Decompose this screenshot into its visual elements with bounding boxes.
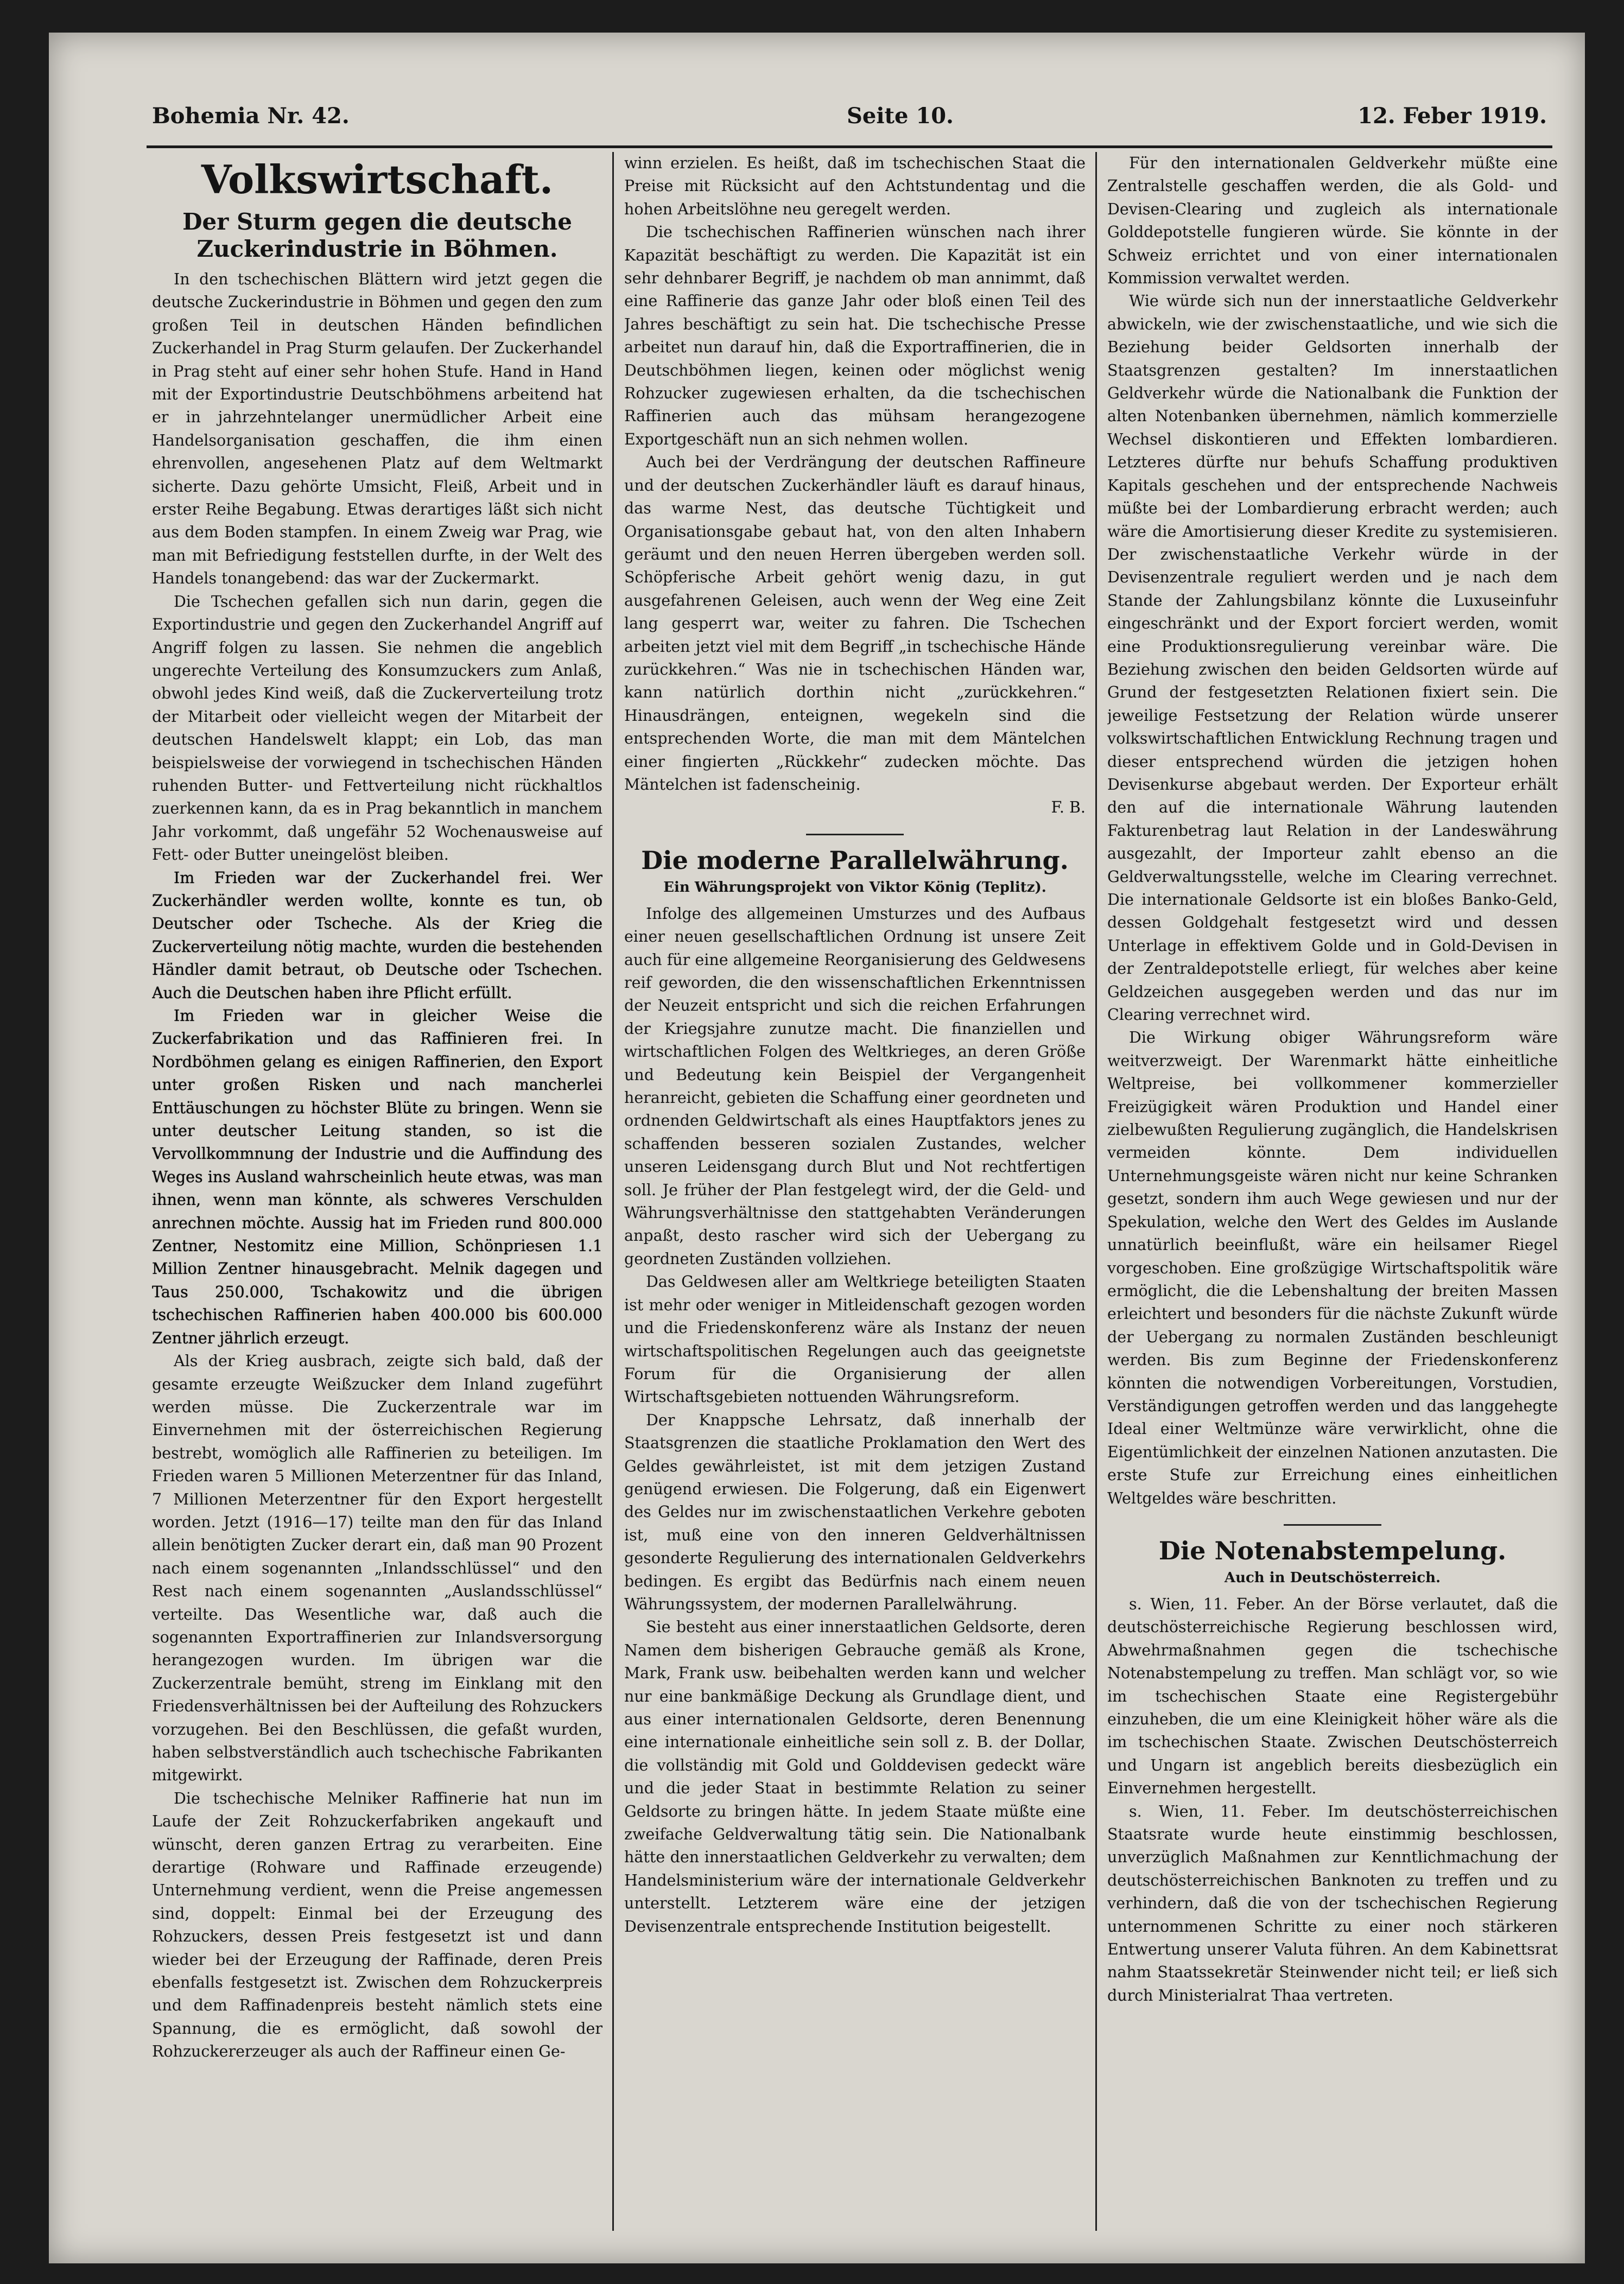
column-1 [152, 152, 602, 2231]
header-page-number: Seite 10. [847, 103, 954, 129]
paragraph: s. Wien, 11. Feber. An der Börse verlautet, daß die deutschösterreichische Regierung beschlossen wird, Abwehrmaßnahmen gegen die tschechische Notenabstempelung zu treffen. Man schlägt vor, so wie im tschechischen Staate eine Registergebühr einzuheben, die um eine Kleinigkeit höher wäre als die im tschechischen Staate. Zwischen Deutschösterreich und Ungarn ist angeblich bereits diesbezüglich ein Einvernehmen hergestellt. [1107, 1595, 1558, 1798]
paragraph: Sie besteht aus einer innerstaatlichen Geldsorte, deren Namen dem bisherigen Gebrauche gemäß als Krone, Mark, Frank usw. beibehalten werden kann und welcher nur eine bankmäßige Deckung als Grundlage dient, und aus einer internationalen Geldsorte, deren Benennung eine internationale einheitliche sein soll z. B. der Dollar, die vollständig mit Gold und Golddevisen gedeckt wäre und die jeder Staat in bestimmte Relation zu seiner Geldsorte zu bringen hätte. In jedem Staate müßte eine zweifache Geldverwaltung tätig sein. Die Nationalbank hätte den innerstaatlichen Geldverkehr zu verwalten; dem Handelsministerium wäre der internationale Geldverkehr unterstellt. Letzterem wäre eine der jetzigen Devisenzentrale entsprechende Institution beigestellt. [624, 1618, 1086, 1936]
header-issue: Bohemia Nr. 42. [152, 103, 350, 129]
paragraph: Als der Krieg ausbrach, zeigte sich bald, daß der gesamte erzeugte Weißzucker dem Inland zugeführt werden müsse. Die Zuckerzentrale war im Einvernehmen mit der österreichischen Regierung bestrebt, womöglich alle Raffinerien zu beteiligen. Im Frieden waren 5 Millionen Meterzentner für das Inland, 7 Millionen Meterzentner für den Export hergestellt worden. Jetzt (1916—17) teilte man den für das Inland allein benötigten Zucker derart ein, daß man 90 Prozent nach einem sogenannten „Inlandsschlüssel“ und den Rest nach einem sogenannten „Auslandsschlüssel“ verteilte. Das Wesentliche war, daß auch die sogenannten Exportraffinerien zur Inlandsversorgung herangezogen wurden. Im übrigen war die Zuckerzentrale bemüht, streng im Einklang mit den Friedensverhältnissen bei der Aufteilung des Rohzuckers vorzugehen. Bei den Beschlüssen, die gefaßt wurden, haben selbstverständlich auch tschechische Fabrikanten mitgewirkt. [152, 1352, 602, 1785]
column-divider [1095, 152, 1097, 2231]
paragraph: Die tschechische Melniker Raffinerie hat nun im Laufe der Zeit Rohzuckerfabriken angekauft und wünscht, deren ganzen Ertrag zu verarbeiten. Eine derartige (Rohware und Raffinade erzeugende) Unternehmung verdient, wenn die Preise angemessen sind, doppelt: Einmal bei der Erzeugung des Rohzuckers, dessen Preis festgesetzt ist und dann wieder bei der Erzeugung der Raffinade, deren Preis ebenfalls festgesetzt ist. Zwischen dem Rohzuckerpreis und dem Raffinadenpreis besteht nämlich stets eine Spannung, die es ermöglicht, daß sowohl der Rohzuckererzeuger als auch der Raffineur einen Ge- [152, 1789, 602, 2061]
paragraph: Für den internationalen Geldverkehr müßte eine Zentralstelle geschaffen werden, die als Gold- und Devisen-Clearing und zugleich als internationale Golddepotstelle fungieren würde. Sie könnte in der Schweiz errichtet und von einer internationalen Kommission verwaltet werden. [1107, 154, 1558, 288]
paragraph: s. Wien, 11. Feber. Im deutschösterreichischen Staatsrate wurde heute einstimmig beschlossen, unverzüglich Maßnahmen zur Kenntlichmachung der deutschösterreichischen Banknoten zu treffen und zu verhindern, daß die von der tschechischen Regierung unternommenen Schritte zu einer noch stärkeren Entwertung unserer Valuta führen. An dem Kabinettsrat nahm Staatssekretär Steinwender nicht teil; er ließ sich durch Ministerialrat Thaa vertreten. [1107, 1802, 1558, 2004]
column-3 [1107, 152, 1558, 2231]
paragraph: Die Tschechen gefallen sich nun darin, gegen die Exportindustrie und gegen den Zuckerhandel Angriff auf Angriff folgen zu lassen. Sie nehmen die angeblich ungerechte Verteilung des Konsumzuckers zum Anlaß, obwohl jedes Kind weiß, daß die Zuckerverteilung trotz der Mitarbeit oder vielleicht wegen der Mitarbeit der deutschen Handelswelt klappt; ein Lob, das man beispielsweise der vorwiegend in tschechischen Händen ruhenden Butter- und Fettverteilung nicht rückhaltlos zuerkennen kann, da es in Prag bekanntlich in manchem Jahr vorkommt, daß ungefähr 52 Wochenausweise auf Fett- oder Butter uneingelöst bleiben. [152, 592, 602, 864]
article-subtitle: Auch in Deutschösterreich. [1224, 1569, 1441, 1586]
paragraph: Die tschechischen Raffinerien wünschen nach ihrer Kapazität beschäftigt zu werden. Die Kapazität ist ein sehr dehnbarer Begriff, je nachdem ob man annimmt, daß eine Raffinerie das ganze Jahr oder bloß einen Teil des Jahres beschäftigt zu sein hat. Die tschechische Presse arbeitet nun darauf hin, daß die Exportraffinerien, die in Deutschböhmen liegen, keinen oder möglichst wenig Rohzucker zugewiesen erhalten, da die tschechischen Raffinerien auch das mühsam herangezogene Exportgeschäft nun an sich nehmen wollen. [624, 223, 1086, 448]
article-title-zuckerindustrie: Der Sturm gegen die deutsche Zuckerindustrie in Böhmen. [182, 208, 572, 262]
author-signature: F. B. [1051, 798, 1086, 817]
header-rule [147, 145, 1552, 148]
paragraph: winn erzielen. Es heißt, daß im tschechischen Staat die Preise mit Rücksicht auf den Achtstundentag und die hohen Arbeitslöhne neu geregelt werden. [624, 154, 1086, 218]
paragraph: Die Wirkung obiger Währungsreform wäre weitverzweigt. Der Warenmarkt hätte einheitliche Weltpreise, bei vollkommener kommerzieller Freizügigkeit wären Produktion und Handel einer zielbewußten Regulierung zugänglich, die Handelskrisen vermeiden könnte. Dem individuellen Unternehmungsgeiste wären nicht nur keine Schranken gesetzt, sondern ihm auch Wege gewiesen und nur der Spekulation, welche den Wert des Geldes im Auslande unnatürlich beeinflußt, wäre ein heilsamer Riegel vorgeschoben. Eine großzügige Wirtschaftspolitik wäre ermöglicht, die die Lebenshaltung der breiten Massen erleichtert und besonders für die nächste Zukunft würde der Uebergang zu normalen Zuständen beschleunigt werden. Bis zum Beginne der Friedenskonferenz könnten die notwendigen Vorbereitungen, Vorstudien, Verständigungen getroffen werden und das langgehegte Ideal einer Weltmünze wäre verwirklicht, ohne die Eigentümlichkeit der einzelnen Nationen anzutasten. Die erste Stufe zur Erreichung eines einheitlichen Weltgeldes wäre beschritten. [1107, 1029, 1558, 1507]
newspaper-page [49, 33, 1585, 2263]
column-2 [624, 152, 1086, 2231]
paragraph: Das Geldwesen aller am Weltkriege beteiligten Staaten ist mehr oder weniger in Mitleidenschaft gezogen worden und die Friedenskonferenz wäre als Instanz der neuen wirtschaftspolitischen Regelungen auch das geeignetste Forum für die Organisierung der allen Wirtschaftsgebieten nottuenden Währungsreform. [624, 1273, 1086, 1406]
paragraph: Infolge des allgemeinen Umsturzes und des Aufbaus einer neuen gesellschaftlichen Ordnung ist unsere Zeit auch für eine allgemeine Reorganisierung des Geldwesens reif geworden, die den wissenschaftlichen Erkenntnissen der Neuzeit entspricht und sich die reichen Erfahrungen der Kriegsjahre zunutze macht. Die finanziellen und wirtschaftlichen Folgen des Weltkrieges, an deren Größe und Bedeutung kein Beispiel der Vergangenheit heranreicht, gebieten die Schaffung einer geordneten und ordnenden Geldwirtschaft als eines Hauptfaktors jenes zu schaffenden besseren sozialen Zustandes, welcher unseren Leidensgang durch Blut und Not rechtfertigen soll. Je früher der Plan festgelegt wird, der die Geld- und Währungsverhältnisse den stattgehabten Veränderungen anpaßt, desto rascher wird sich der Uebergang zu geordneten Zuständen vollziehen. [624, 904, 1086, 1268]
article-subtitle: Ein Währungsprojekt von Viktor König (Teplitz). [663, 879, 1046, 896]
article-separator [806, 834, 904, 835]
paragraph: In den tschechischen Blättern wird jetzt gegen die deutsche Zuckerindustrie in Böhmen und gegen den zum großen Teil in deutschen Händen befindlichen Zuckerhandel in Prag Sturm gelaufen. Der Zuckerhandel in Prag steht auf einer sehr hohen Stufe. Hand in Hand mit der Exportindustrie Deutschböhmens arbeitend hat er in jahrzehntelanger unermüdlicher Arbeit eine Handelsorganisation geschaffen, die ihm einen ehrenvollen, angesehenen Platz auf dem Weltmarkt sicherte. Dazu gehörte Umsicht, Fleiß, Arbeit und in erster Reihe Begabung. Etwas derartiges läßt sich nicht aus dem Boden stampfen. In einem Zweig war Prag, wie man mit Befriedigung feststellen durfte, in der Welt des Handels tonangebend: das war der Zuckermarkt. [152, 270, 602, 588]
article-title-notenabstempelung: Die Notenabstempelung. [1158, 1536, 1507, 1565]
paragraph: Auch bei der Verdrängung der deutschen Raffineure und der deutschen Zuckerhändler läuft es darauf hinaus, das warme Nest, das deutsche Tüchtigkeit und Organisationsgabe gebaut hat, von den alten Inhabern geräumt und den neuen Herren übergeben werden soll. Schöpferische Arbeit gehört wenig dazu, in gut ausgefahrenen Geleisen, auch wenn der Weg eine Zeit lang gesperrt war, weiter zu fahren. Die Tschechen arbeiten jetzt viel mit dem Begriff „in tschechische Hände zurückkehren.“ Was nie in tschechischen Händen war, kann natürlich dorthin nicht „zurückkehren.“ Hinausdrängen, enteignen, wegekeln sind die entsprechenden Worte, die man mit dem Mäntelchen einer fingierten „Rückkehr“ zudecken möchte. Das Mäntelchen ist fadenscheinig. [624, 453, 1086, 794]
column-divider [612, 152, 614, 2231]
paragraph: Der Knappsche Lehrsatz, daß innerhalb der Staatsgrenzen die staatliche Proklamation den Wert des Geldes gewährleistet, ist mit dem jetzigen Zustand genügend erwiesen. Die Folgerung, daß ein Eigenwert des Geldes nur im zwischenstaatlichen Verkehre geboten ist, muß eine von den inneren Geldverhältnissen gesonderte Regulierung des internationalen Geldverkehrs bedingen. Es ergibt das Bedürfnis nach einem neuen Währungssystem, der modernen Parallelwährung. [624, 1411, 1086, 1613]
article-separator [1284, 1524, 1381, 1526]
paragraph: Wie würde sich nun der innerstaatliche Geldverkehr abwickeln, wie der zwischenstaatliche, und wie sich die Beziehung beider Geldsorten innerhalb der Staatsgrenzen gestalten? Im innerstaatlichen Geldverkehr würde die Nationalbank die Funktion der alten Notenbanken übernehmen, nämlich kommerzielle Wechsel diskontieren und Effekten lombardieren. Letzteres dürfte nur behufs Schaffung produktiven Kapitals geschehen und der entsprechende Nachweis müßte bei der Lombardierung erbracht werden; auch wäre die Amortisierung dieser Kredite zu systemisieren. Der zwischenstaatliche Verkehr würde in der Devisenzentrale reguliert werden und je nach dem Stande der Zahlungsbilanz könnte die Luxuseinfuhr eingeschränkt und der Export forciert werden, womit eine Produktionsregulierung vereinbar wäre. Die Beziehung zwischen den beiden Geldsorten würde auf Grund der festgesetzten Relationen fixiert sein. Die jeweilige Festsetzung der Relation würde unserer volkswirtschaftlichen Entwicklung Rechnung tragen und dieser entsprechend würden die jetzigen hohen Devisenkurse abgebaut werden. Der Exporteur erhält den auf die internationale Währung lautenden Fakturenbetrag laut Relation in der Landeswährung ausgezahlt, der Importeur zahlt ebenso an die Geldverwaltungsstelle, welche im Clearing verrechnet. Die internationale Geldsorte ist ein bloßes Banko-Geld, dessen Goldgehalt festgesetzt wird und dessen Unterlage in effektivem Golde und in Gold-Devisen in der Zentraldepotstelle erliegt, für welches aber keine Geldzeichen ausgegeben werden und das nur im Clearing verrechnet wird. [1107, 292, 1558, 1024]
header-date: 12. Feber 1919. [1357, 103, 1547, 129]
page-header [152, 103, 1547, 141]
section-title: Volkswirtschaft. [201, 156, 554, 202]
paragraph: Im Frieden war der Zuckerhandel frei. Wer Zuckerhändler werden wollte, konnte es tun, ob Deutscher oder Tscheche. Als der Krieg die Zuckerverteilung nötig machte, wurden die bestehenden Händler damit betraut, ob Deutsche oder Tschechen. Auch die Deutschen haben ihre Pflicht erfüllt. [152, 868, 602, 1002]
paragraph: Im Frieden war in gleicher Weise die Zuckerfabrikation und das Raffinieren frei. In Nordböhmen gelang es einigen Raffinerien, den Export unter großen Risken und nach mancherlei Enttäuschungen zu höchster Blüte zu bringen. Wenn sie unter deutscher Leitung standen, so ist die Vervollkommnung der Industrie und die Auffindung des Weges ins Ausland wahrscheinlich heute etwas, was man ihnen, wenn man könnte, als schweres Verschulden anrechnen möchte. Aussig hat im Frieden rund 800.000 Zentner, Nestomitz eine Million, Schönpriesen 1.1 Million Zentner hinausgebracht. Melnik dagegen und Taus 250.000, Tschakowitz und die übrigen tschechischen Raffinerien haben 400.000 bis 600.000 Zentner jährlich erzeugt. [152, 1007, 602, 1347]
article-title-parallelwaehrung: Die moderne Parallelwährung. [641, 845, 1069, 875]
